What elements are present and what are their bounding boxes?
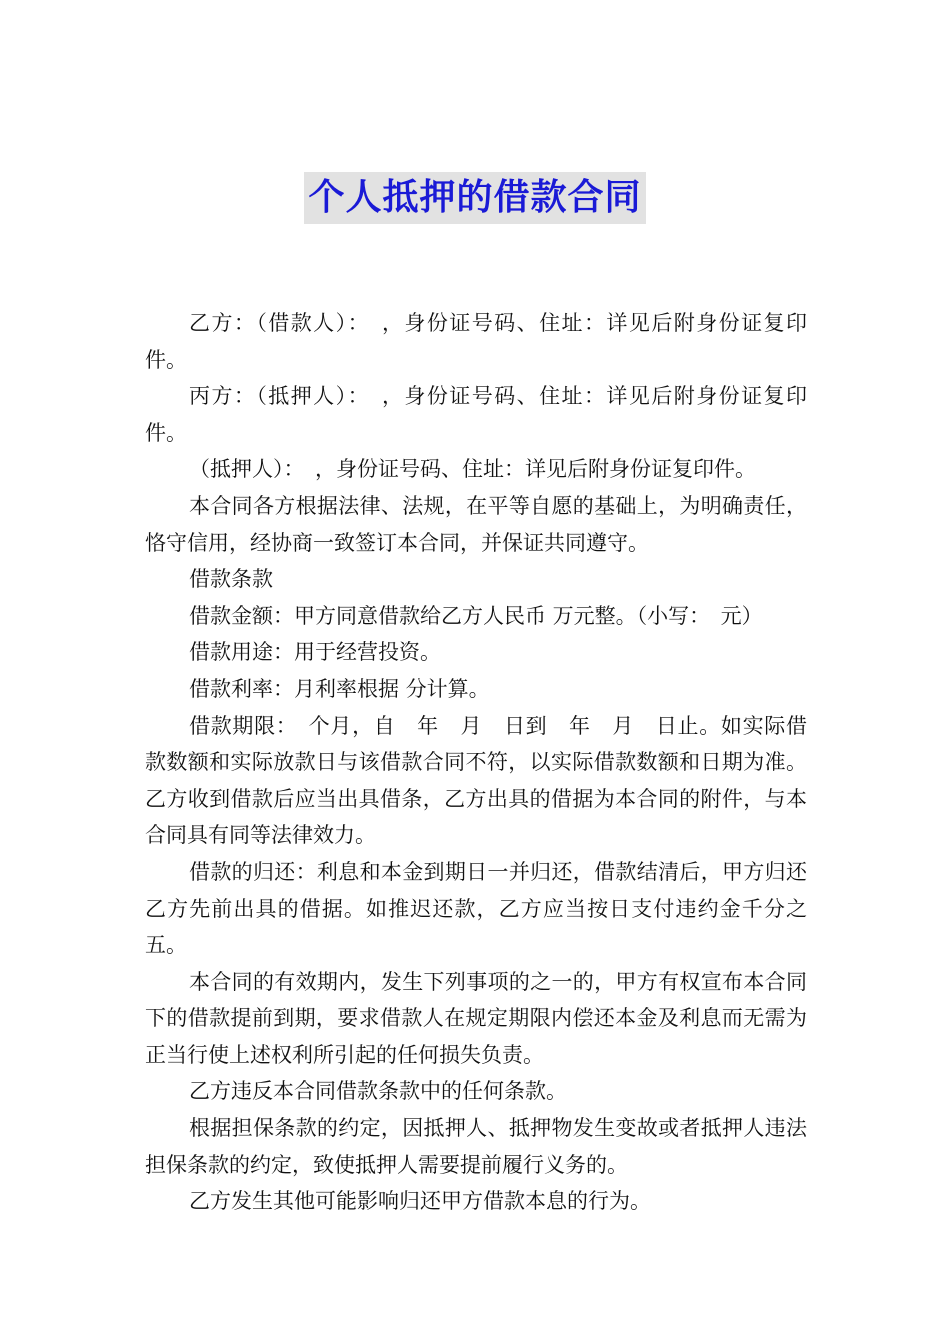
paragraph-party-b: 乙方：（借款人）： ，身份证号码、住址：详见后附身份证复印件。 — [145, 311, 807, 372]
paragraph-party-c: 丙方：（抵押人）： ，身份证号码、住址：详见后附身份证复印件。 — [145, 384, 807, 445]
paragraph-repayment: 借款的归还：利息和本金到期日一并归还，借款结清后，甲方归还乙方先前出具的借据。如推迟还款，乙方应当按日支付违约金千分之五。 — [145, 859, 807, 958]
paragraph-acceleration: 本合同的有效期内，发生下列事项的之一的，甲方有权宣布本合同下的借款提前到期，要求借款人在规定期限内偿还本金及利息而无需为正当行使上述权利所引起的任何损失负责。 — [145, 969, 807, 1067]
paragraph-loan-amount: 借款金额：甲方同意借款给乙方人民币 万元整。（小写： 元） — [189, 603, 763, 628]
document-title: 个人抵押的借款合同 — [304, 172, 645, 224]
paragraph-loan-terms-heading: 借款条款 — [189, 567, 273, 592]
paragraph-interest-rate: 借款利率：月利率根据 分计算。 — [189, 676, 490, 701]
paragraph-loan-term: 借款期限： 个月，自 年 月 日到 年 月 日止。如实际借款数额和实际放款日与该借款合同不符，以实际借款数额和日期为准。乙方收到借款后应当出具借条，乙方出具的借据为本合同的附件，与本合同具有同等法律效力。 — [145, 713, 807, 848]
title-container — [0, 172, 950, 224]
document-body — [145, 305, 807, 1220]
paragraph-loan-purpose: 借款用途：用于经营投资。 — [189, 640, 441, 665]
paragraph-guarantee-breach: 根据担保条款的约定，因抵押人、抵押物发生变故或者抵押人违法担保条款的约定，致使抵押人需要提前履行义务的。 — [145, 1116, 807, 1177]
paragraph-other-events: 乙方发生其他可能影响归还甲方借款本息的行为。 — [189, 1189, 651, 1214]
paragraph-breach-terms: 乙方违反本合同借款条款中的任何条款。 — [189, 1079, 567, 1104]
paragraph-mortgagor: （抵押人）： ，身份证号码、住址：详见后附身份证复印件。 — [189, 457, 756, 482]
paragraph-preamble: 本合同各方根据法律、法规，在平等自愿的基础上，为明确责任，恪守信用，经协商一致签订本合同，并保证共同遵守。 — [145, 493, 807, 555]
